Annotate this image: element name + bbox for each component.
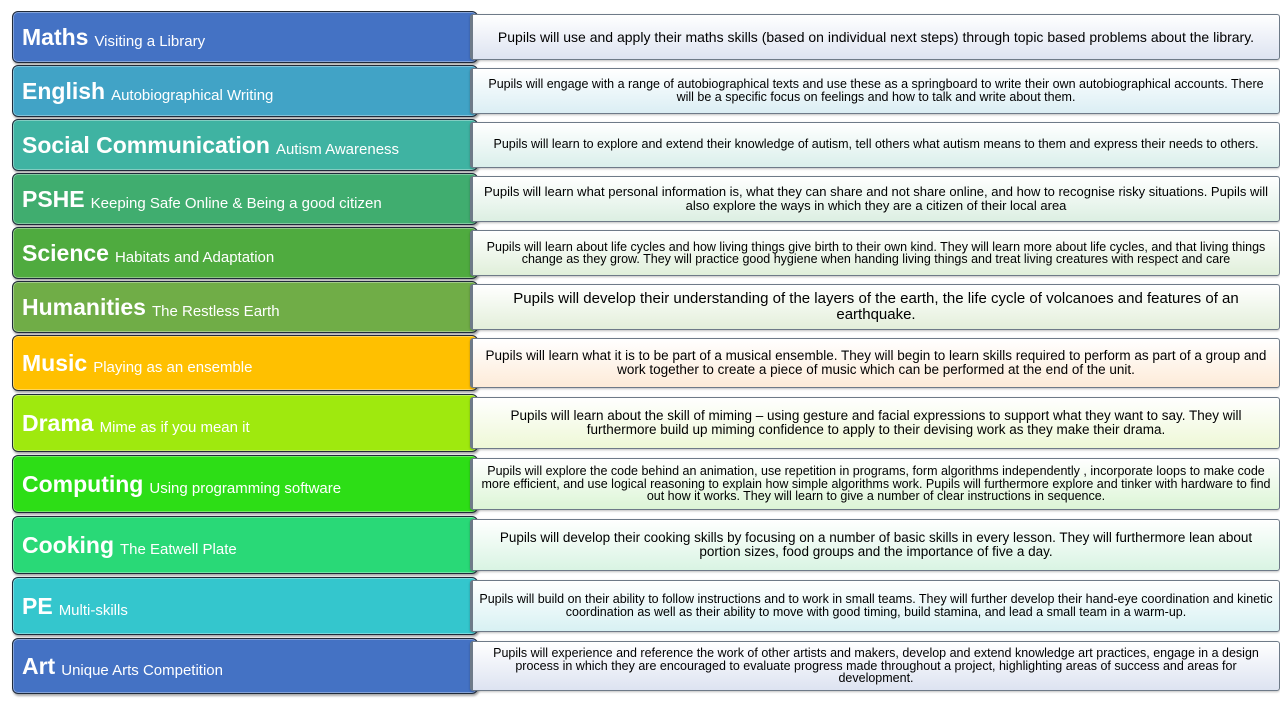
topic-name: Visiting a Library <box>94 32 206 50</box>
topic-name: The Restless Earth <box>151 302 280 320</box>
subject-name: Cooking <box>22 531 114 558</box>
subject-row-science <box>12 227 1280 279</box>
description-text: Pupils will build on their ability to follow instructions and to work in small teams. They will further develop their hand-eye coordination and kinetic coordination as well as their ability to move with good timing, build stamina, and lead a small team in a warm-up. <box>479 591 1273 619</box>
description-text: Pupils will experience and reference the work of other artists and makers, develop and extend knowledge art practices, engage in a design process in which they are encouraged to evaluate progress made throughout a project, highlighting areas of success and areas for development. <box>493 646 1259 686</box>
description-text: Pupils will develop their understanding of the layers of the earth, the life cycle of volcanoes and features of an earthquake. <box>513 290 1239 323</box>
subject-description <box>470 580 1280 632</box>
subject-row-art <box>12 638 1280 694</box>
subject-label <box>12 11 478 63</box>
topic-name: Autobiographical Writing <box>111 86 274 104</box>
subject-description <box>470 397 1280 449</box>
subject-description <box>470 230 1280 276</box>
subject-label <box>12 227 478 279</box>
subject-name: Computing <box>22 470 144 497</box>
subject-description <box>470 458 1280 510</box>
description-text: Pupils will learn about life cycles and how living things give birth to their own kind. They will learn more about life cycles, and that living things change as they grow. They will practice good hygiene when handing living things and treat living creatures with respect and care <box>486 239 1266 266</box>
description-text: Pupils will learn what it is to be part of a musical ensemble. They will begin to learn skills required to perform as part of a group and work together to create a piece of music which can be performed at the end of the unit. <box>485 347 1267 377</box>
subject-row-social-communication <box>12 119 1280 171</box>
subject-row-pe <box>12 577 1280 635</box>
description-text: Pupils will use and apply their maths skills (based on individual next steps) through topic based problems about the library. <box>497 28 1255 45</box>
subject-row-maths <box>12 11 1280 63</box>
subject-description <box>470 176 1280 222</box>
topic-name: The Eatwell Plate <box>120 540 237 558</box>
topic-name: Keeping Safe Online & Being a good citizen <box>90 194 382 212</box>
subject-name: Art <box>22 652 56 679</box>
subject-label <box>12 281 478 333</box>
subject-name: PSHE <box>22 185 85 212</box>
topic-name: Playing as an ensemble <box>93 358 253 376</box>
subject-description <box>470 338 1280 388</box>
subject-name: Humanities <box>22 293 146 320</box>
subject-label <box>12 577 478 635</box>
subject-row-humanities <box>12 281 1280 333</box>
subject-name: Drama <box>22 409 94 436</box>
subject-name: Maths <box>22 23 89 50</box>
subject-label <box>12 173 478 225</box>
subject-description <box>470 284 1280 330</box>
subject-name: English <box>22 77 106 104</box>
subject-row-computing <box>12 455 1280 513</box>
description-text: Pupils will learn to explore and extend their knowledge of autism, tell others what autism means to them and express their needs to others. <box>493 137 1259 152</box>
subject-description <box>470 14 1280 60</box>
subject-row-cooking <box>12 516 1280 574</box>
topic-name: Mime as if you mean it <box>99 418 250 436</box>
subject-description <box>470 122 1280 168</box>
topic-name: Using programming software <box>149 479 342 497</box>
topic-name: Habitats and Adaptation <box>114 248 275 266</box>
subject-name: Social Communication <box>22 131 270 158</box>
subject-row-pshe <box>12 173 1280 225</box>
description-text: Pupils will learn about the skill of miming – using gesture and facial expressions to support what they want to say. They will furthermore build up miming confidence to apply to their devising work as they make their drama. <box>510 407 1242 437</box>
subject-name: Music <box>22 349 88 376</box>
description-text: Pupils will develop their cooking skills by focusing on a number of basic skills in every lesson. They will furthermore lean about portion sizes, food groups and the importance of five a day. <box>499 529 1253 559</box>
subject-row-drama <box>12 394 1280 452</box>
subject-name: PE <box>22 592 53 619</box>
subject-row-english <box>12 65 1280 117</box>
subject-label <box>12 638 478 694</box>
description-text: Pupils will engage with a range of autobiographical texts and use these as a springboard to write their own autobiographical accounts. There will be a specific focus on feelings and how to talk and write about them. <box>488 76 1264 104</box>
subject-label <box>12 394 478 452</box>
subject-description <box>470 519 1280 571</box>
subject-label <box>12 65 478 117</box>
subject-name: Science <box>22 239 109 266</box>
description-text: Pupils will explore the code behind an animation, use repetition in programs, form algorithms independently , incorporate loops to make code more efficient, and use logical reasoning to explain how simple algorithms work. Pupils will furthermore explore and tinker with hardware to find out how it works. They will learn to give a number of clear instructions in sequence. <box>481 464 1271 504</box>
topic-name: Multi-skills <box>58 601 128 619</box>
description-text: Pupils will learn what personal information is, what they can share and not share online, and how to recognise risky situations. Pupils will also explore the ways in which they are a citizen of their local area <box>483 184 1269 213</box>
subject-label <box>12 119 478 171</box>
subject-row-music <box>12 335 1280 391</box>
topic-name: Unique Arts Competition <box>61 661 223 679</box>
topic-name: Autism Awareness <box>275 140 400 158</box>
subject-label <box>12 455 478 513</box>
subject-description <box>470 68 1280 114</box>
subject-description <box>470 641 1280 691</box>
subject-label <box>12 516 478 574</box>
subject-label <box>12 335 478 391</box>
